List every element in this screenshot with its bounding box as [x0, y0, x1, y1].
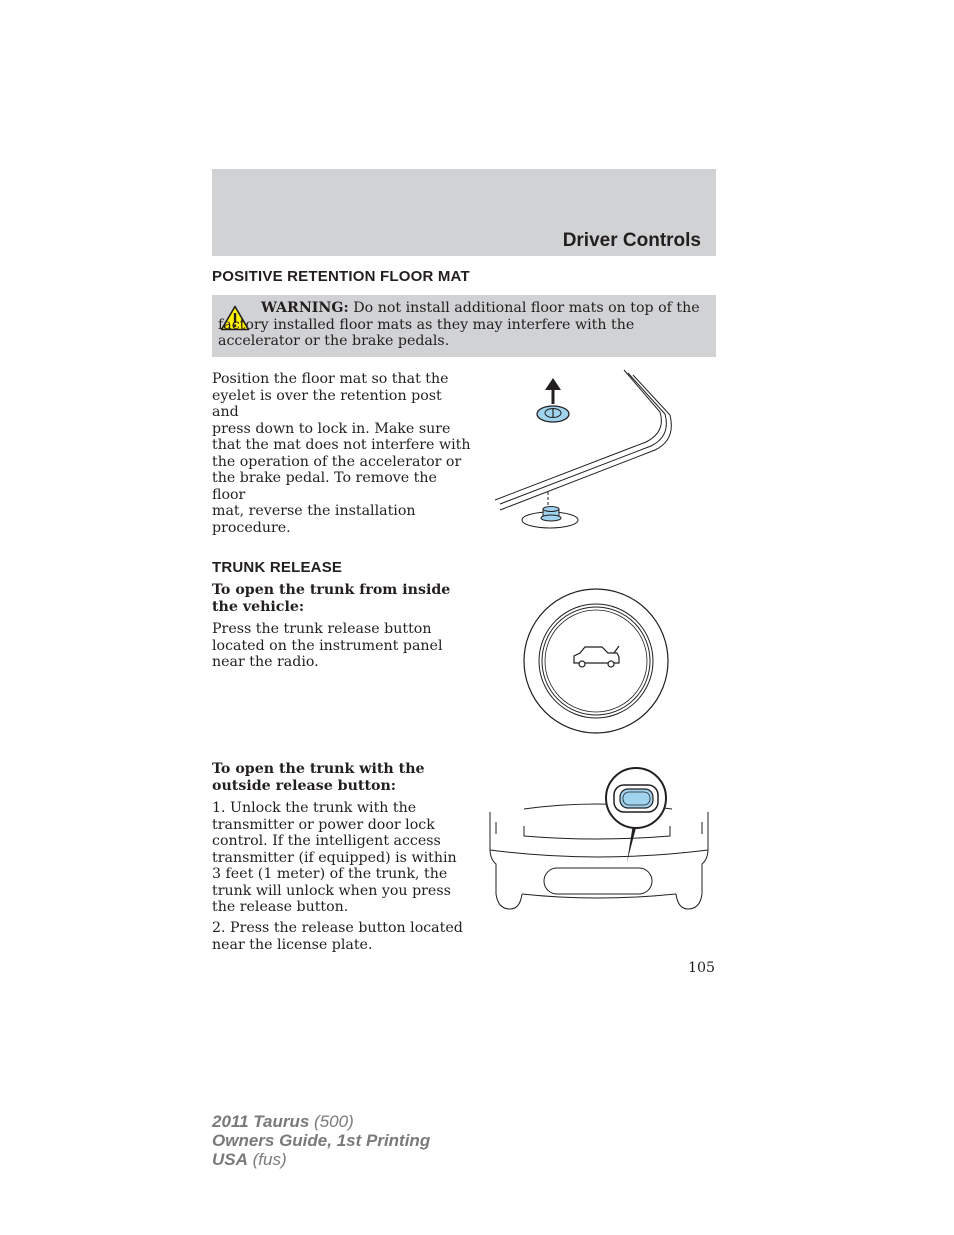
- warning-label: WARNING:: [261, 300, 349, 316]
- footer-market: USA: [212, 1150, 248, 1169]
- section-title: Driver Controls: [562, 230, 701, 251]
- footer-line-1: [212, 1112, 430, 1131]
- text-line: eyelet is over the retention post and: [212, 387, 442, 420]
- footer-market-code: (fus): [247, 1150, 287, 1169]
- section-header-band: [212, 169, 716, 256]
- text-line: To open the trunk with the: [212, 761, 425, 777]
- warning-message: Do not install additional floor mats on top of the factory installed floor mats as they may interfere with the accelerator or the brake pedals.: [218, 300, 700, 349]
- trunk-release-button-illustration: [522, 587, 670, 735]
- footer-model: 2011 Taurus: [212, 1112, 310, 1131]
- page-number: 105: [688, 960, 716, 976]
- text-line: transmitter or power door lock: [212, 816, 435, 833]
- text-line: near the license plate.: [212, 936, 373, 953]
- footer-guide-title: Owners Guide, 1st Printing: [212, 1131, 431, 1150]
- inside-trunk-instructions: [212, 621, 443, 671]
- text-line: Position the floor mat so that the: [212, 371, 449, 387]
- text-line: Press the trunk release button: [212, 621, 432, 637]
- floor-mat-illustration: [490, 370, 690, 535]
- text-line: press down to lock in. Make sure: [212, 420, 451, 437]
- text-line: To open the trunk from inside: [212, 582, 451, 598]
- text-line: the vehicle:: [212, 598, 305, 615]
- warning-text: [218, 300, 704, 350]
- trunk-release-heading: TRUNK RELEASE: [212, 559, 343, 576]
- text-line: 2. Press the release button located: [212, 920, 463, 936]
- text-line: outside release button:: [212, 777, 397, 794]
- footer-model-code: (500): [309, 1112, 354, 1131]
- warning-box: [212, 295, 716, 357]
- rear-bumper-illustration: [486, 764, 712, 929]
- text-line: transmitter (if equipped) is within: [212, 849, 457, 866]
- outside-step-2: [212, 920, 463, 953]
- text-line: procedure.: [212, 519, 291, 536]
- text-line: mat, reverse the installation: [212, 503, 416, 519]
- document-footer: [212, 1112, 430, 1169]
- text-line: the brake pedal. To remove the floor: [212, 470, 437, 503]
- text-line: the release button.: [212, 899, 349, 915]
- text-line: 3 feet (1 meter) of the trunk, the: [212, 866, 448, 882]
- text-line: located on the instrument panel: [212, 637, 443, 654]
- text-line: near the radio.: [212, 654, 319, 670]
- floor-mat-instructions: [212, 371, 472, 536]
- inside-trunk-subheading: [212, 582, 450, 615]
- outside-trunk-subheading: [212, 761, 425, 794]
- footer-line-2: [212, 1131, 430, 1150]
- footer-line-3: [212, 1150, 430, 1169]
- floor-mat-heading: POSITIVE RETENTION FLOOR MAT: [212, 268, 470, 285]
- text-line: trunk will unlock when you press: [212, 882, 451, 899]
- text-line: 1. Unlock the trunk with the: [212, 800, 417, 816]
- outside-step-1: [212, 800, 457, 916]
- text-line: that the mat does not interfere with: [212, 437, 471, 453]
- text-line: the operation of the accelerator or: [212, 453, 462, 470]
- text-line: control. If the intelligent access: [212, 833, 441, 849]
